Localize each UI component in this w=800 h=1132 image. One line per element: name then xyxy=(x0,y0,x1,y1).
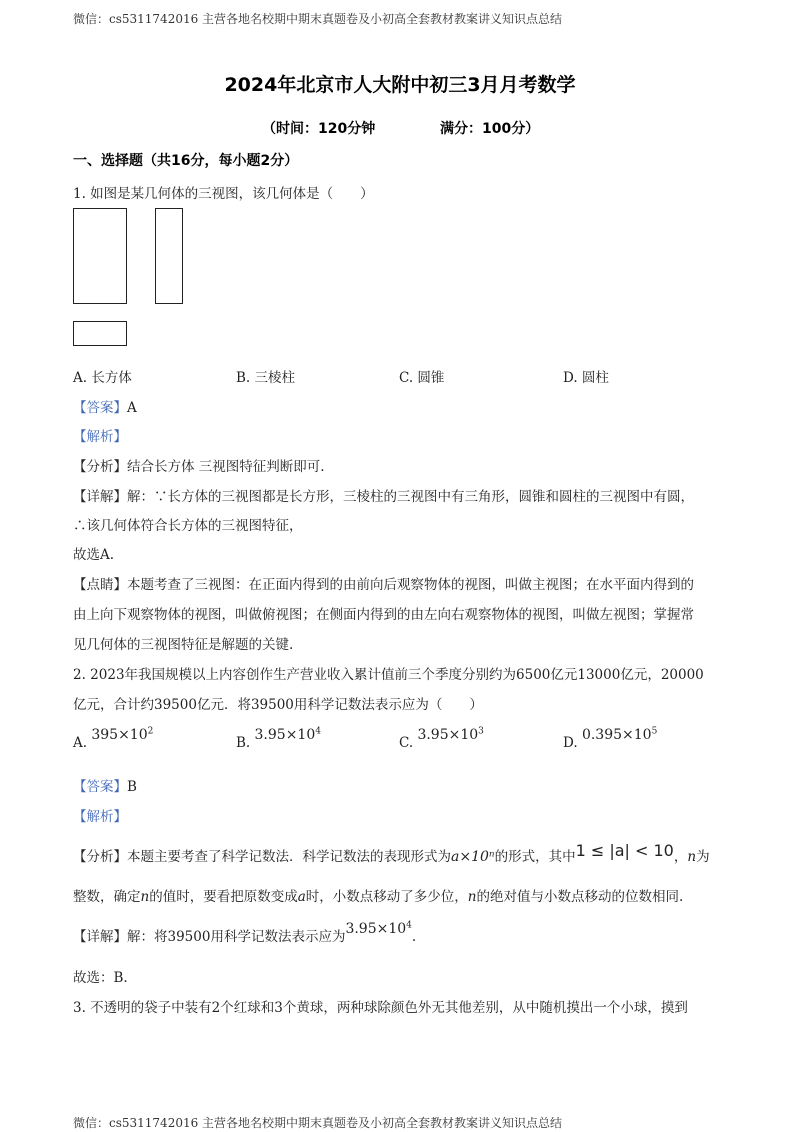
q2-fenxi-line-1: 【分析】本题主要考查了科学记数法．科学记数法的表现形式为a×10ⁿ的形式，其中1 ≤ |a| < 10，n为 xyxy=(73,841,710,865)
detail-text: 解：∵长方体的三视图都是长方形，三棱柱的三视图中有三角形，圆锥和圆柱的三视图中有圆， xyxy=(127,489,694,505)
q1-dianjing-line-3: 见几何体的三视图特征是解题的关键. xyxy=(73,637,294,653)
score-label: 满分：100分） xyxy=(440,121,540,137)
q1-option-a: A. 长方体 xyxy=(73,370,132,386)
option-formula: $3.95\times 10^3$ xyxy=(417,726,484,743)
detail-tag: 【详解】 xyxy=(73,929,127,945)
top-view-rectangle xyxy=(73,321,127,346)
time-label: （时间：120分钟 xyxy=(262,121,376,137)
answer-tag: 【答案】 xyxy=(73,779,127,795)
fenxi-tag: 【分析】 xyxy=(73,849,127,865)
detail-text: 解：将39500用科学记数法表示应为 xyxy=(127,929,346,945)
q1-option-c: C. 圆锥 xyxy=(399,370,445,386)
fenxi-text: 结合长方体 三视图特征判断即可. xyxy=(127,459,325,475)
q2-option-c xyxy=(399,726,484,751)
analysis-tag: 【解析】 xyxy=(73,809,127,825)
option-label: B. xyxy=(236,734,251,751)
page-title: 2024年北京市人大附中初三3月月考数学 xyxy=(224,74,576,96)
q3-stem-line-1: 3. 不透明的袋子中装有2个红球和3个黄球，两种球除颜色外无其他差别，从中随机摸出一个小球，摸到 xyxy=(73,1000,688,1016)
option-label: C. xyxy=(399,734,414,751)
option-label: A. xyxy=(73,734,88,751)
option-formula: $3.95\times 10^4$ xyxy=(254,726,321,743)
answer-value: A xyxy=(127,400,137,416)
analysis-tag: 【解析】 xyxy=(73,429,127,445)
q2-stem-line-1: 2. 2023年我国规模以上内容创作生产营业收入累计值前三个季度分别约为6500亿元13000亿元，20000 xyxy=(73,667,704,683)
q2-answer xyxy=(73,775,137,795)
option-formula: $0.395\times 10^5$ xyxy=(581,726,658,743)
q1-dianjing-line-1 xyxy=(73,573,694,593)
answer-value: B xyxy=(127,779,137,795)
answer-tag: 【答案】 xyxy=(73,400,127,416)
q2-choose: 故选：B. xyxy=(73,970,128,986)
detail-formula: $3.95\times 10^4$ xyxy=(345,920,412,937)
q2-analysis xyxy=(73,805,127,825)
option-formula: $395\times 10^2$ xyxy=(91,726,154,743)
q2-detail: 【详解】解：将39500用科学记数法表示应为$3.95\times 10^4$. xyxy=(73,920,417,945)
option-label: D. xyxy=(563,734,578,751)
q1-detail-line-1 xyxy=(73,485,694,505)
page-footer: 微信：cs5311742016 主营各地名校期中期末真题卷及小初高全套教材教案讲义知识点总结 xyxy=(73,1116,563,1130)
dianjing-tag: 【点睛】 xyxy=(73,577,127,593)
q1-dianjing-line-2: 由上向下观察物体的视图，叫做俯视图；在侧面内得到的由左向右观察物体的视图，叫做左视图；掌握常 xyxy=(73,607,694,623)
q1-choose: 故选A. xyxy=(73,547,115,563)
q2-fenxi-line-2: 整数，确定n的值时，要看把原数变成a时，小数点移动了多少位，n的绝对值与小数点移动的位数相同. xyxy=(73,889,684,905)
fenxi-text: 本题主要考查了科学记数法．科学记数法的表现形式为 xyxy=(127,849,451,865)
section-heading: 一、选择题（共16分，每小题2分） xyxy=(73,153,299,169)
q1-analysis xyxy=(73,425,127,445)
q1-option-d: D. 圆柱 xyxy=(563,370,609,386)
fenxi-tag: 【分析】 xyxy=(73,459,127,475)
detail-tag: 【详解】 xyxy=(73,489,127,505)
fenxi-formula: a×10ⁿ xyxy=(451,849,495,865)
range-formula: 1 ≤ |a| < 10 xyxy=(575,841,674,860)
front-view-rectangle xyxy=(73,208,127,304)
q1-answer xyxy=(73,396,137,416)
q1-option-b: B. 三棱柱 xyxy=(236,370,296,386)
q1-fenxi xyxy=(73,455,325,475)
q1-detail-line-2: ∴该几何体符合长方体的三视图特征， xyxy=(73,518,303,534)
q2-option-b xyxy=(236,726,321,751)
page-header: 微信：cs5311742016 主营各地名校期中期末真题卷及小初高全套教材教案讲义知识点总结 xyxy=(73,12,563,26)
q2-stem-line-2: 亿元，合计约39500亿元．将39500用科学记数法表示应为（ ） xyxy=(73,697,483,713)
side-view-rectangle xyxy=(155,208,183,304)
dianjing-text: 本题考查了三视图：在正面内得到的由前向后观察物体的视图，叫做主视图；在水平面内得到的 xyxy=(127,577,694,593)
q2-option-d xyxy=(563,726,658,751)
q2-option-a xyxy=(73,726,154,751)
q1-stem: 1. 如图是某几何体的三视图，该几何体是（ ） xyxy=(73,186,374,202)
fenxi-text: 的形式，其中 xyxy=(494,849,576,865)
